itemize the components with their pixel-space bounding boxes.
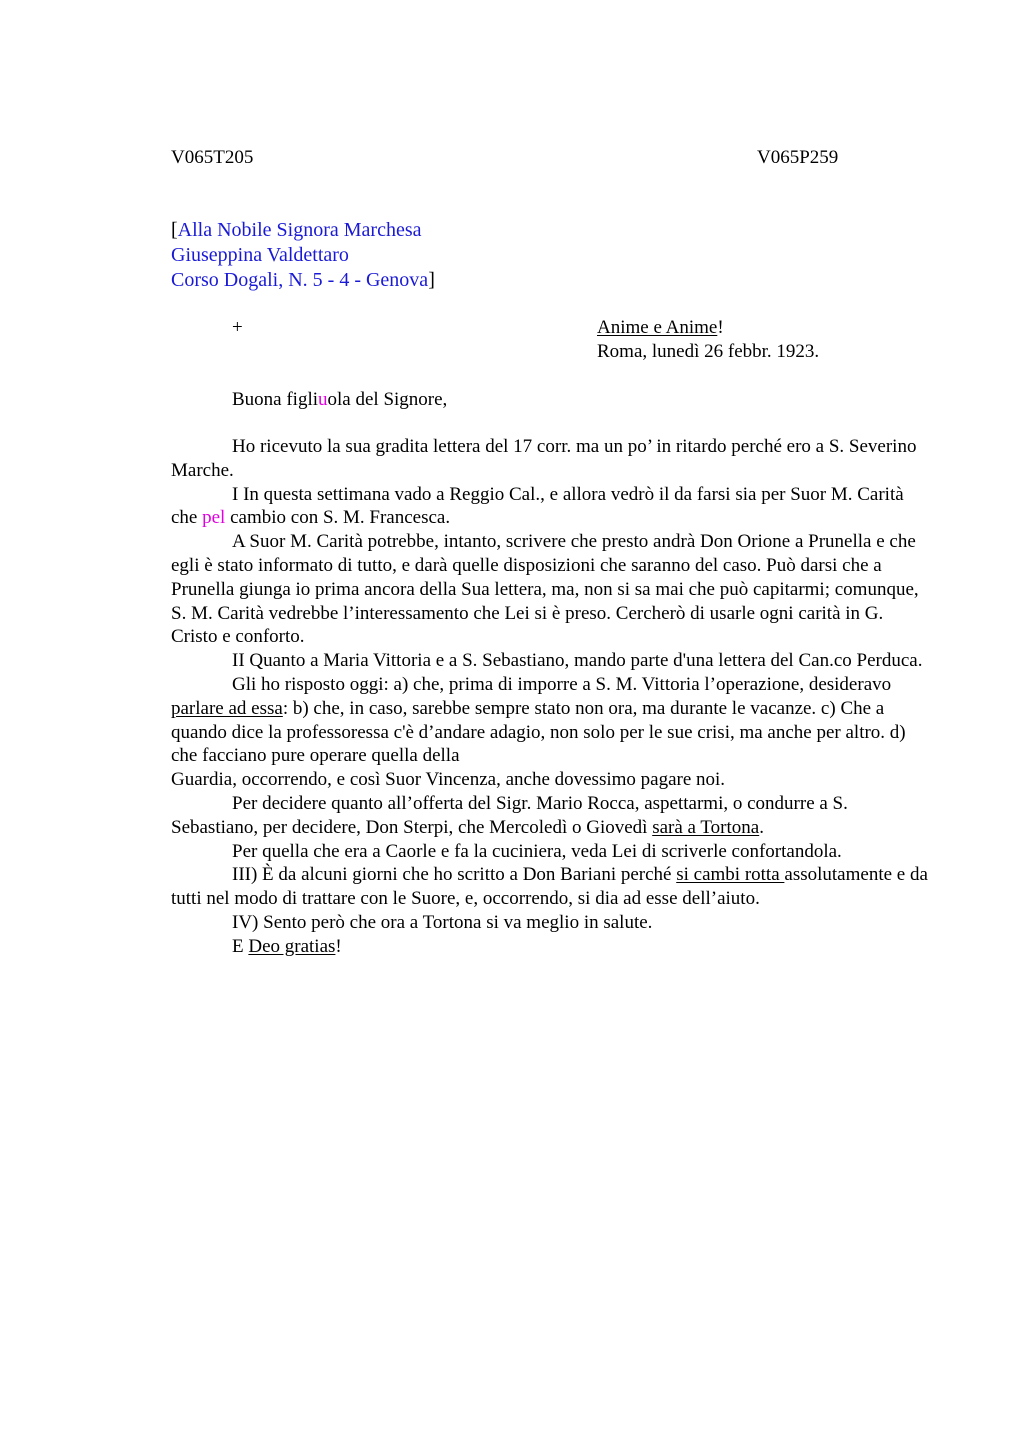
paragraph-5-underlined: parlare ad essa [171,697,283,719]
motto [597,316,819,340]
letter-body [171,435,931,959]
letter-date: Roma, lunedì 26 febbr. 1923. [597,340,820,362]
paragraph-8 [171,863,931,911]
paragraph-9: IV) Sento però che ora a Tortona si va meglio in salute. [232,911,653,933]
paragraph-2-end: cambio con S. M. Francesca. [225,507,451,529]
recipient-address [171,218,435,293]
paragraph-5 [171,673,931,768]
paragraph-6-text: Per decidere quanto all’offerta del Sigr. Mario Rocca, aspettarmi, o condurre a S. Sebastiano, per decidere, Don Sterpi, che Mercoledì o Giovedì [171,792,848,838]
motto-underlined: Anime e Anime [597,317,718,338]
address-recipient-name: Giuseppina Valdettaro [171,244,349,266]
paragraph-6-end: . [759,816,764,838]
paragraph-10-underlined: Deo gratias [248,935,336,957]
document-reference-right: V065P259 [757,147,839,168]
address-close-bracket: ] [428,269,435,291]
address-line-1 [171,218,435,243]
paragraph-10 [171,935,931,959]
paragraph-5-text: Gli ho risposto oggi: a) che, prima di imporre a S. M. Vittoria l’operazione, desideravo [232,673,892,695]
address-street: Corso Dogali, N. 5 - 4 - Genova [171,269,429,291]
address-open-bracket: [ [171,219,178,241]
paragraph-2 [171,483,931,531]
address-recipient-title: Alla Nobile Signora Marchesa [177,219,422,241]
salutation [171,388,931,412]
document-reference-left: V065T205 [171,147,254,168]
cross-mark: + [232,317,243,338]
motto-and-date [597,316,819,364]
paragraph-3: A Suor M. Carità potrebbe, intanto, scrivere che presto andrà Don Orione a Prunella e che egli è stato informato di tutto, e darà quelle disposizioni che saranno del caso. Può darsi che a Prunella giunga io prima ancora della Sua lettera, ma, non si sa mai che può capitarmi; comunque, S. M. Carità vedrebbe l’interessamento che Lei si è preso. Cercherò di usarle ogni carità in G. Cristo e conforto. [171,531,919,648]
paragraph-5-middle: : b) che, in caso, sarebbe sempre stato non ora, ma durante le vacanze. c) Che a quando dice la professoressa c'è d’andare adagio, non solo per le sue crisi, ma anche per altro. d) che facciano pure operare quella della [171,697,906,767]
paragraph-8-underlined: si cambi rotta [676,864,785,886]
paragraph-5-last-line: Guardia, occorrendo, e così Suor Vincenza, anche dovessimo pagare noi. [171,769,726,791]
paragraph-1: Ho ricevuto la sua gradita lettera del 17 corr. ma un po’ in ritardo perché ero a S. Severino Marche. [171,436,917,481]
salutation-start: Buona figli [232,389,319,410]
motto-exclaim: ! [717,317,724,338]
paragraph-7: Per quella che era a Caorle e fa la cuciniera, veda Lei di scriverle confortandola. [232,840,842,862]
paragraph-2-correction: pel [202,507,226,529]
paragraph-10-text: E [232,935,249,957]
paragraph-8-text: III) È da alcuni giorni che ho scritto a Don Bariani perché [232,864,677,886]
paragraph-2-text: I In questa settimana vado a Reggio Cal., e allora vedrò il da farsi sia per Suor M. Carità che [171,483,904,529]
address-line-3 [171,268,435,293]
paragraph-10-end: ! [335,935,342,957]
salutation-correction: u [318,389,328,410]
paragraph-6-underlined: sarà a Tortona [652,816,760,838]
paragraph-4: II Quanto a Maria Vittoria e a S. Sebastiano, mando parte d'una lettera del Can.co Perduca. [232,650,923,672]
salutation-end: ola del Signore, [327,389,448,410]
paragraph-8-end: assolutamente e da tutti nel modo di trattare con le Suore, e, occorrendo, si dia ad esse dell’aiuto. [171,864,928,910]
paragraph-6 [171,792,931,840]
